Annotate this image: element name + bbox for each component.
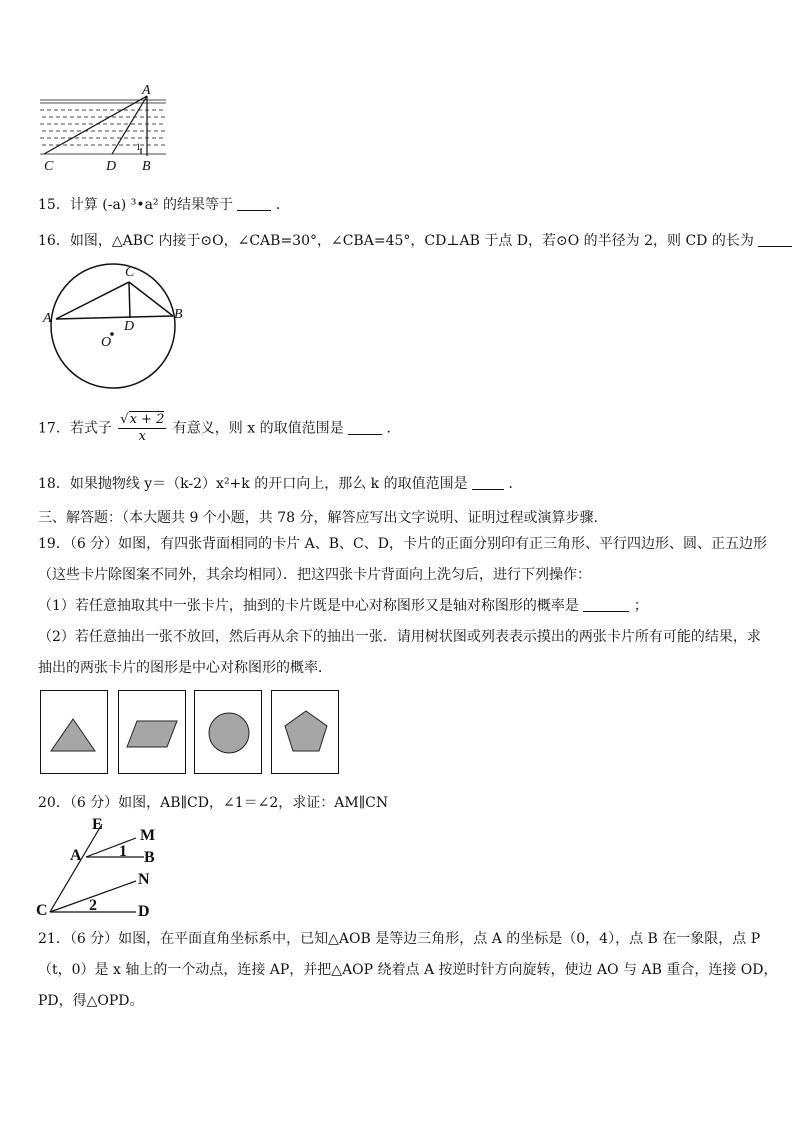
question-17-post: 有意义，则 x 的取值范围是 (172, 420, 344, 437)
question-17-pre: 17．若式子 (38, 420, 112, 437)
figure-lines (50, 824, 144, 912)
denominator: x (138, 429, 146, 444)
question-19-part-1-text: （1）若任意抽取其中一张卡片，抽到的卡片既是中心对称图形又是轴对称图形的概率是 (38, 598, 579, 614)
card-triangle (40, 690, 108, 774)
answer-blank-19[interactable] (583, 597, 629, 612)
question-17 (38, 412, 401, 445)
question-15-text: 15．计算 (-a) ³•a² 的结果等于 (38, 197, 233, 213)
question-19-part-1-end: ； (633, 598, 648, 614)
question-20: 20．（6 分）如图，AB∥CD，∠1＝∠2，求证：AM∥CN (38, 795, 389, 811)
label-angle-1: 1 (136, 142, 141, 152)
fraction: $\frac{√x + 2}{x}$ (120, 412, 165, 444)
question-19-line-2: （这些卡片除图案不同外，其余均相同）．把这四张卡片背面向上洗匀后，进行下列操作： (38, 567, 591, 583)
triangle-ABC (56, 282, 173, 319)
card-parallelogram (118, 690, 186, 774)
label-C: C (44, 159, 54, 174)
label-E: E (92, 816, 103, 833)
answer-blank-16[interactable] (758, 232, 792, 247)
section-3-heading: 三、解答题：（本大题共 9 个小题，共 78 分，解答应写出文字说明、证明过程或演算步骤． (38, 510, 608, 526)
label-M: M (140, 827, 156, 844)
answer-blank-17[interactable] (348, 420, 382, 435)
question-16-text: 16．如图，△ABC 内接于⊙O，∠CAB=30°，∠CBA=45°，CD⊥AB 于点 D，若⊙O 的半径为 2，则 CD 的长为 (38, 233, 754, 249)
label-B: B (142, 159, 151, 174)
answer-blank-15[interactable] (237, 196, 271, 211)
label-B: B (174, 307, 183, 322)
label-C: C (36, 902, 48, 919)
circle-shape (195, 691, 260, 772)
label-two: 2 (89, 897, 97, 914)
circle-figure (40, 262, 190, 394)
question-16 (38, 230, 792, 250)
label-O: O (101, 335, 112, 350)
pentagon-shape (272, 691, 337, 772)
question-18 (38, 473, 523, 493)
question-19-line-5: 抽出的两张卡片的图形是中心对称图形的概率． (38, 660, 332, 676)
parallelogram-shape (119, 691, 184, 772)
label-one: 1 (119, 843, 127, 860)
circle-O (51, 264, 175, 388)
question-19-part-1 (38, 595, 648, 615)
question-17-end: ． (386, 420, 401, 437)
parallel-lines-figure (34, 812, 164, 920)
water-triangle-figure (34, 84, 174, 174)
label-D: D (124, 319, 135, 334)
label-D: D (138, 903, 150, 920)
label-A: A (43, 311, 52, 326)
label-D: D (106, 159, 117, 174)
question-15-end: ． (275, 197, 290, 213)
question-15 (38, 194, 290, 214)
card-pentagon (271, 690, 339, 774)
triangle-lines (44, 96, 147, 156)
question-21-line-2: （t，0）是 x 轴上的一个动点，连接 AP，并把△AOP 绕着点 A 按逆时针方向旋转，使边 AO 与 AB 重合，连接 OD， (38, 962, 778, 978)
triangle-shape (41, 691, 106, 772)
card-circle (194, 690, 262, 774)
label-N: N (138, 871, 150, 888)
question-18-end: ． (508, 476, 523, 492)
radicand: x + 2 (129, 412, 165, 427)
answer-blank-18[interactable] (472, 475, 504, 490)
label-B: B (144, 849, 155, 866)
label-C: C (125, 265, 135, 280)
question-21-line-1: 21．（6 分）如图，在平面直角坐标系中，已知△AOB 是等边三角形，点 A 的坐标是（0，4），点 B 在一象限，点 P (38, 931, 761, 947)
question-18-text: 18．如果抛物线 y＝（k-2）x²+k 的开口向上，那么 k 的取值范围是 (38, 476, 468, 492)
question-21-line-3: PD，得△OPD。 (38, 993, 144, 1009)
question-19-part-2: （2）若任意抽出一张不放回，然后再从余下的抽出一张．请用树状图或列表表示摸出的两张卡片所有可能的结果，求 (38, 629, 761, 645)
label-A: A (142, 84, 151, 98)
question-19-line-1: 19．（6 分）如图，有四张背面相同的卡片 A、B、C、D，卡片的正面分别印有正三角形、平行四边形、圆、正五边形 (38, 536, 767, 552)
label-A: A (70, 847, 82, 864)
